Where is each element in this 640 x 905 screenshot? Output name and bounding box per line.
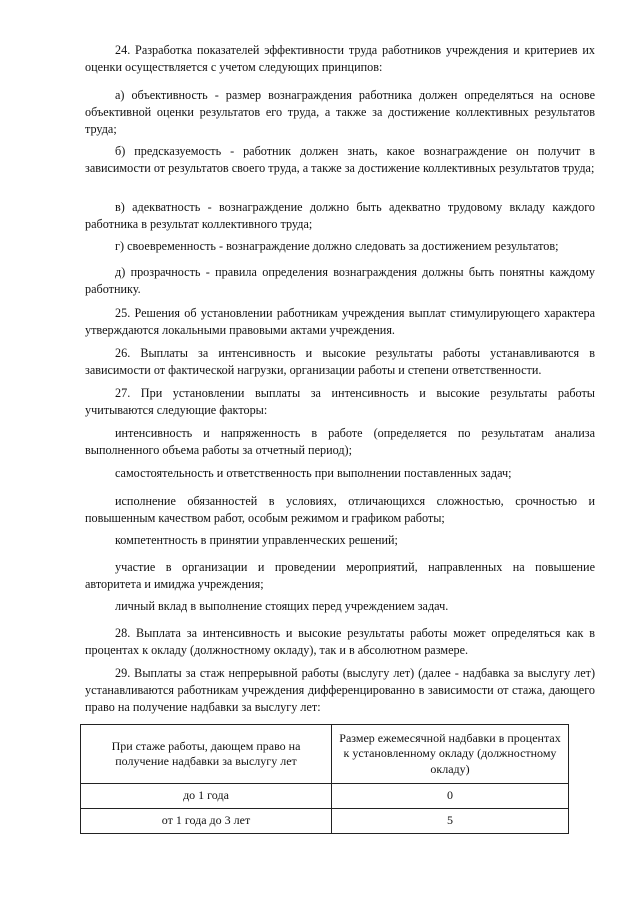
paragraph-28: 28. Выплата за интенсивность и высокие результаты работы может определяться как в процентах к окладу (должностному окладу), так и в абсолютном размере. <box>85 626 595 658</box>
table-cell-seniority: от 1 года до 3 лет <box>81 809 332 834</box>
factor-events-participation: участие в организации и проведении мероприятий, направленных на повышение авторитета и имиджа учреждения; <box>85 560 595 592</box>
table-header-seniority: При стаже работы, дающем право на получение надбавки за выслугу лет <box>81 725 332 784</box>
factor-personal-contribution: личный вклад в выполнение стоящих перед учреждением задач. <box>115 599 449 613</box>
seniority-bonus-table <box>80 724 569 834</box>
table-cell-percent: 0 <box>332 784 569 809</box>
table-header-bonus-size: Размер ежемесячной надбавки в процентах к установленному окладу (должностному окладу) <box>332 725 569 784</box>
factor-intensity: интенсивность и напряженность в работе (определяется по результатам анализа выполненного объема работы за отчетный период); <box>85 426 595 458</box>
table-cell-seniority: до 1 года <box>81 784 332 809</box>
table-row <box>81 809 569 834</box>
factor-special-conditions: исполнение обязанностей в условиях, отличающихся сложностью, срочностью и повышенным качеством работ, особым режимом и графиком работы; <box>85 494 595 526</box>
table-cell-percent: 5 <box>332 809 569 834</box>
factor-competence: компетентность в принятии управленческих решений; <box>115 533 398 547</box>
paragraph-24d-transparency: д) прозрачность - правила определения вознаграждения должны быть понятны каждому работнику. <box>85 265 595 297</box>
paragraph-29: 29. Выплаты за стаж непрерывной работы (выслугу лет) (далее - надбавка за выслугу лет) устанавливаются работникам учреждения дифференцированно в зависимости от стажа, дающего право на получение надбавки за выслугу лет: <box>85 666 595 715</box>
paragraph-24g-timeliness: г) своевременность - вознаграждение должно следовать за достижением результатов; <box>115 239 559 253</box>
paragraph-25: 25. Решения об установлении работникам учреждения выплат стимулирующего характера утверждаются локальными правовыми актами учреждения. <box>85 306 595 338</box>
paragraph-24a-objectivity: а) объективность - размер вознаграждения работника должен определяться на основе объективной оценки результатов его труда, а также за достижение коллективных результатов труда; <box>85 88 595 137</box>
paragraph-24b-predictability: б) предсказуемость - работник должен знать, какое вознаграждение он получит в зависимости от результатов своего труда, а также за достижение коллективных результатов труда; <box>85 144 595 176</box>
table-row <box>81 784 569 809</box>
paragraph-24: 24. Разработка показателей эффективности труда работников учреждения и критериев их оценки осуществляется с учетом следующих принципов: <box>85 43 595 75</box>
paragraph-24v-adequacy: в) адекватность - вознаграждение должно быть адекватно трудовому вкладу каждого работника в результат коллективного труда; <box>85 200 595 232</box>
factor-independence: самостоятельность и ответственность при выполнении поставленных задач; <box>115 466 512 480</box>
paragraph-26: 26. Выплаты за интенсивность и высокие результаты работы устанавливаются в зависимости от фактической нагрузки, организации работы и степени ответственности. <box>85 346 595 378</box>
paragraph-27: 27. При установлении выплаты за интенсивность и высокие результаты работы учитываются следующие факторы: <box>85 386 595 418</box>
table-header-row <box>81 725 569 784</box>
